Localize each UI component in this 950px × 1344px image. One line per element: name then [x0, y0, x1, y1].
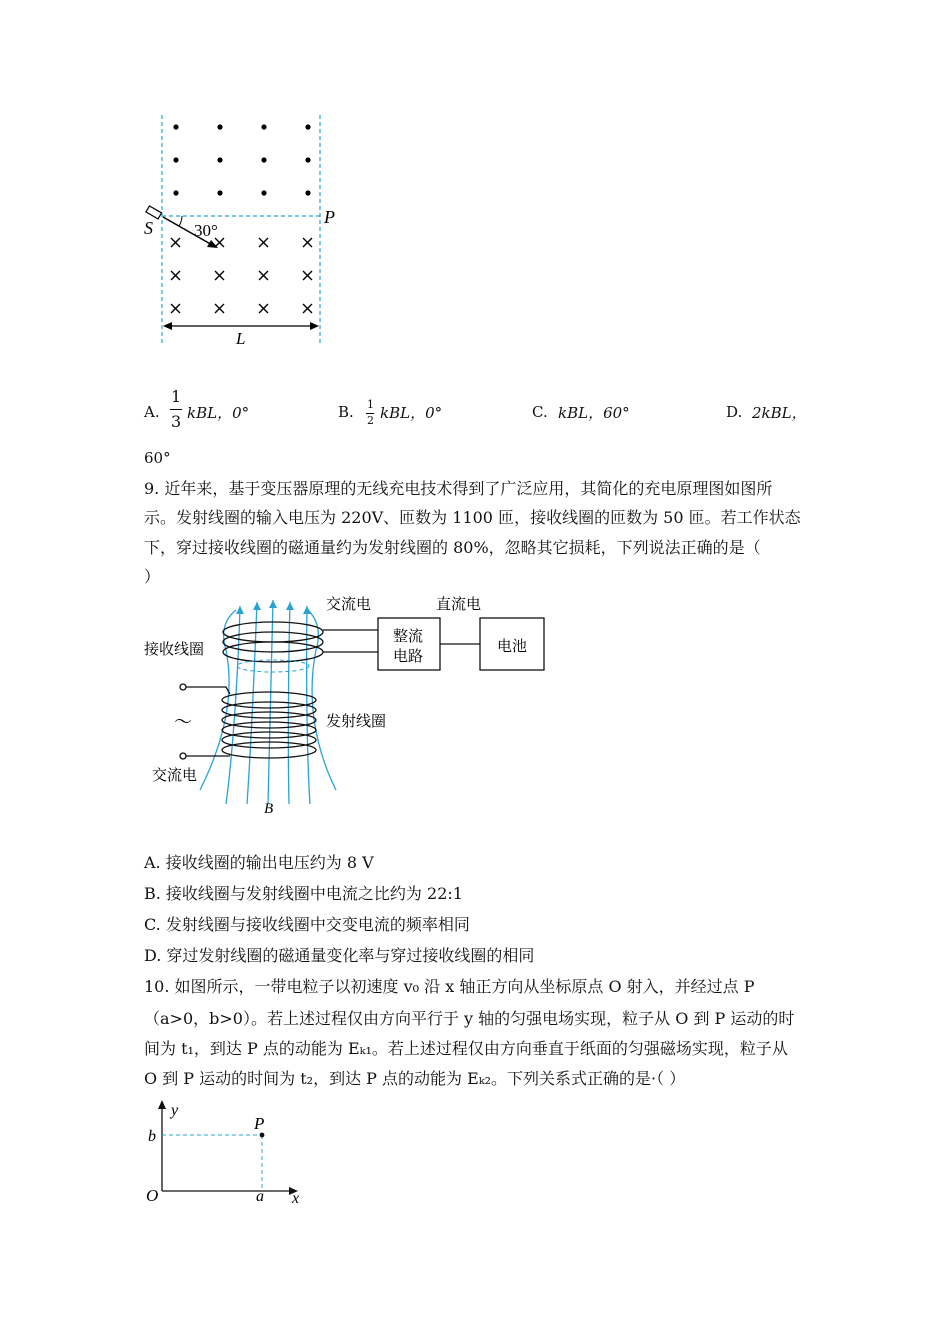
coordinate-figure — [140, 1095, 320, 1210]
q9-option-b[interactable]: B. 接收线圈与发射线圈中电流之比约为 22:1 — [144, 884, 463, 903]
option-text: 2kBL， — [752, 404, 807, 422]
option-letter: B. — [338, 403, 354, 421]
option-letter: D. — [726, 403, 743, 421]
label-x: x — [292, 1190, 300, 1207]
label-b: b — [148, 1128, 156, 1145]
label-a: a — [256, 1188, 264, 1205]
q9-option-a[interactable]: A. 接收线圈的输出电压约为 8 V — [144, 853, 374, 872]
label-battery: 电池 — [497, 637, 528, 655]
q9-stem-line-3: 下，穿过接收线圈的磁通量约为发射线圈的 80%，忽略其它损耗，下列说法正确的是（ — [144, 538, 761, 557]
label-angle: 30° — [194, 221, 218, 240]
option-letter: A. — [144, 403, 160, 421]
q9-option-c[interactable]: C. 发射线圈与接收线圈中交变电流的频率相同 — [144, 915, 470, 934]
label-P: P — [324, 207, 335, 227]
label-L: L — [236, 329, 246, 348]
label-S: S — [144, 218, 153, 238]
q10-stem-line-3: 间为 t₁，到达 P 点的动能为 Eₖ₁。若上述过程仅由方向垂直于纸面的匀强磁场实现，粒子从 — [144, 1039, 788, 1058]
q9-option-d[interactable]: D. 穿过发射线圈的磁通量变化率与穿过接收线圈的相同 — [144, 946, 535, 965]
label-tilde: ～ — [174, 712, 192, 733]
option-d-wrap: 60° — [144, 449, 171, 467]
label-O: O — [146, 1186, 159, 1205]
label-dc: 直流电 — [436, 595, 482, 613]
q10-stem-line-4: O 到 P 运动的时间为 t₂，到达 P 点的动能为 Eₖ₂。下列关系式正确的是·（ ） — [144, 1069, 686, 1088]
label-rectifier-2: 电路 — [393, 647, 424, 665]
option-text: kBL，60° — [558, 404, 630, 422]
label-y: y — [171, 1102, 179, 1119]
fraction-denominator: 3 — [171, 412, 182, 431]
fraction-bar — [170, 409, 182, 410]
label-receive-coil: 接收线圈 — [144, 640, 205, 658]
q9-stem-line-2: 示。发射线圈的输入电压为 220V、匝数为 1100 匝，接收线圈的匝数为 50 匝。若工作状态 — [144, 508, 801, 527]
q10-stem-line-2: （a>0，b>0）。若上述过程仅由方向平行于 y 轴的匀强电场实现，粒子从 O 到 P 运动的时 — [144, 1009, 795, 1028]
label-transmit-coil: 发射线圈 — [326, 712, 387, 730]
label-P: P — [254, 1114, 265, 1133]
q9-stem-line-1: 9. 近年来，基于变压器原理的无线充电技术得到了广泛应用，其简化的充电原理图如图所 — [144, 479, 773, 498]
label-ac-bottom: 交流电 — [152, 766, 198, 784]
label-rectifier-1: 整流 — [393, 627, 424, 645]
label-B: B — [264, 801, 274, 817]
fraction-denominator: 2 — [367, 414, 374, 427]
label-ac-top: 交流电 — [326, 595, 372, 613]
q9-stem-line-4: ） — [144, 567, 161, 586]
fraction-numerator: 1 — [367, 398, 374, 411]
q10-stem-line-1: 10. 如图所示，一带电粒子以初速度 v₀ 沿 x 轴正方向从坐标原点 O 射入，并经过点 P — [144, 977, 755, 996]
fraction-numerator: 1 — [171, 387, 182, 406]
option-letter: C. — [532, 403, 548, 421]
option-text: kBL，0° — [380, 404, 443, 422]
magnetic-field-figure — [130, 105, 350, 355]
option-text: kBL，0° — [187, 404, 250, 422]
wireless-charging-figure — [140, 590, 560, 820]
